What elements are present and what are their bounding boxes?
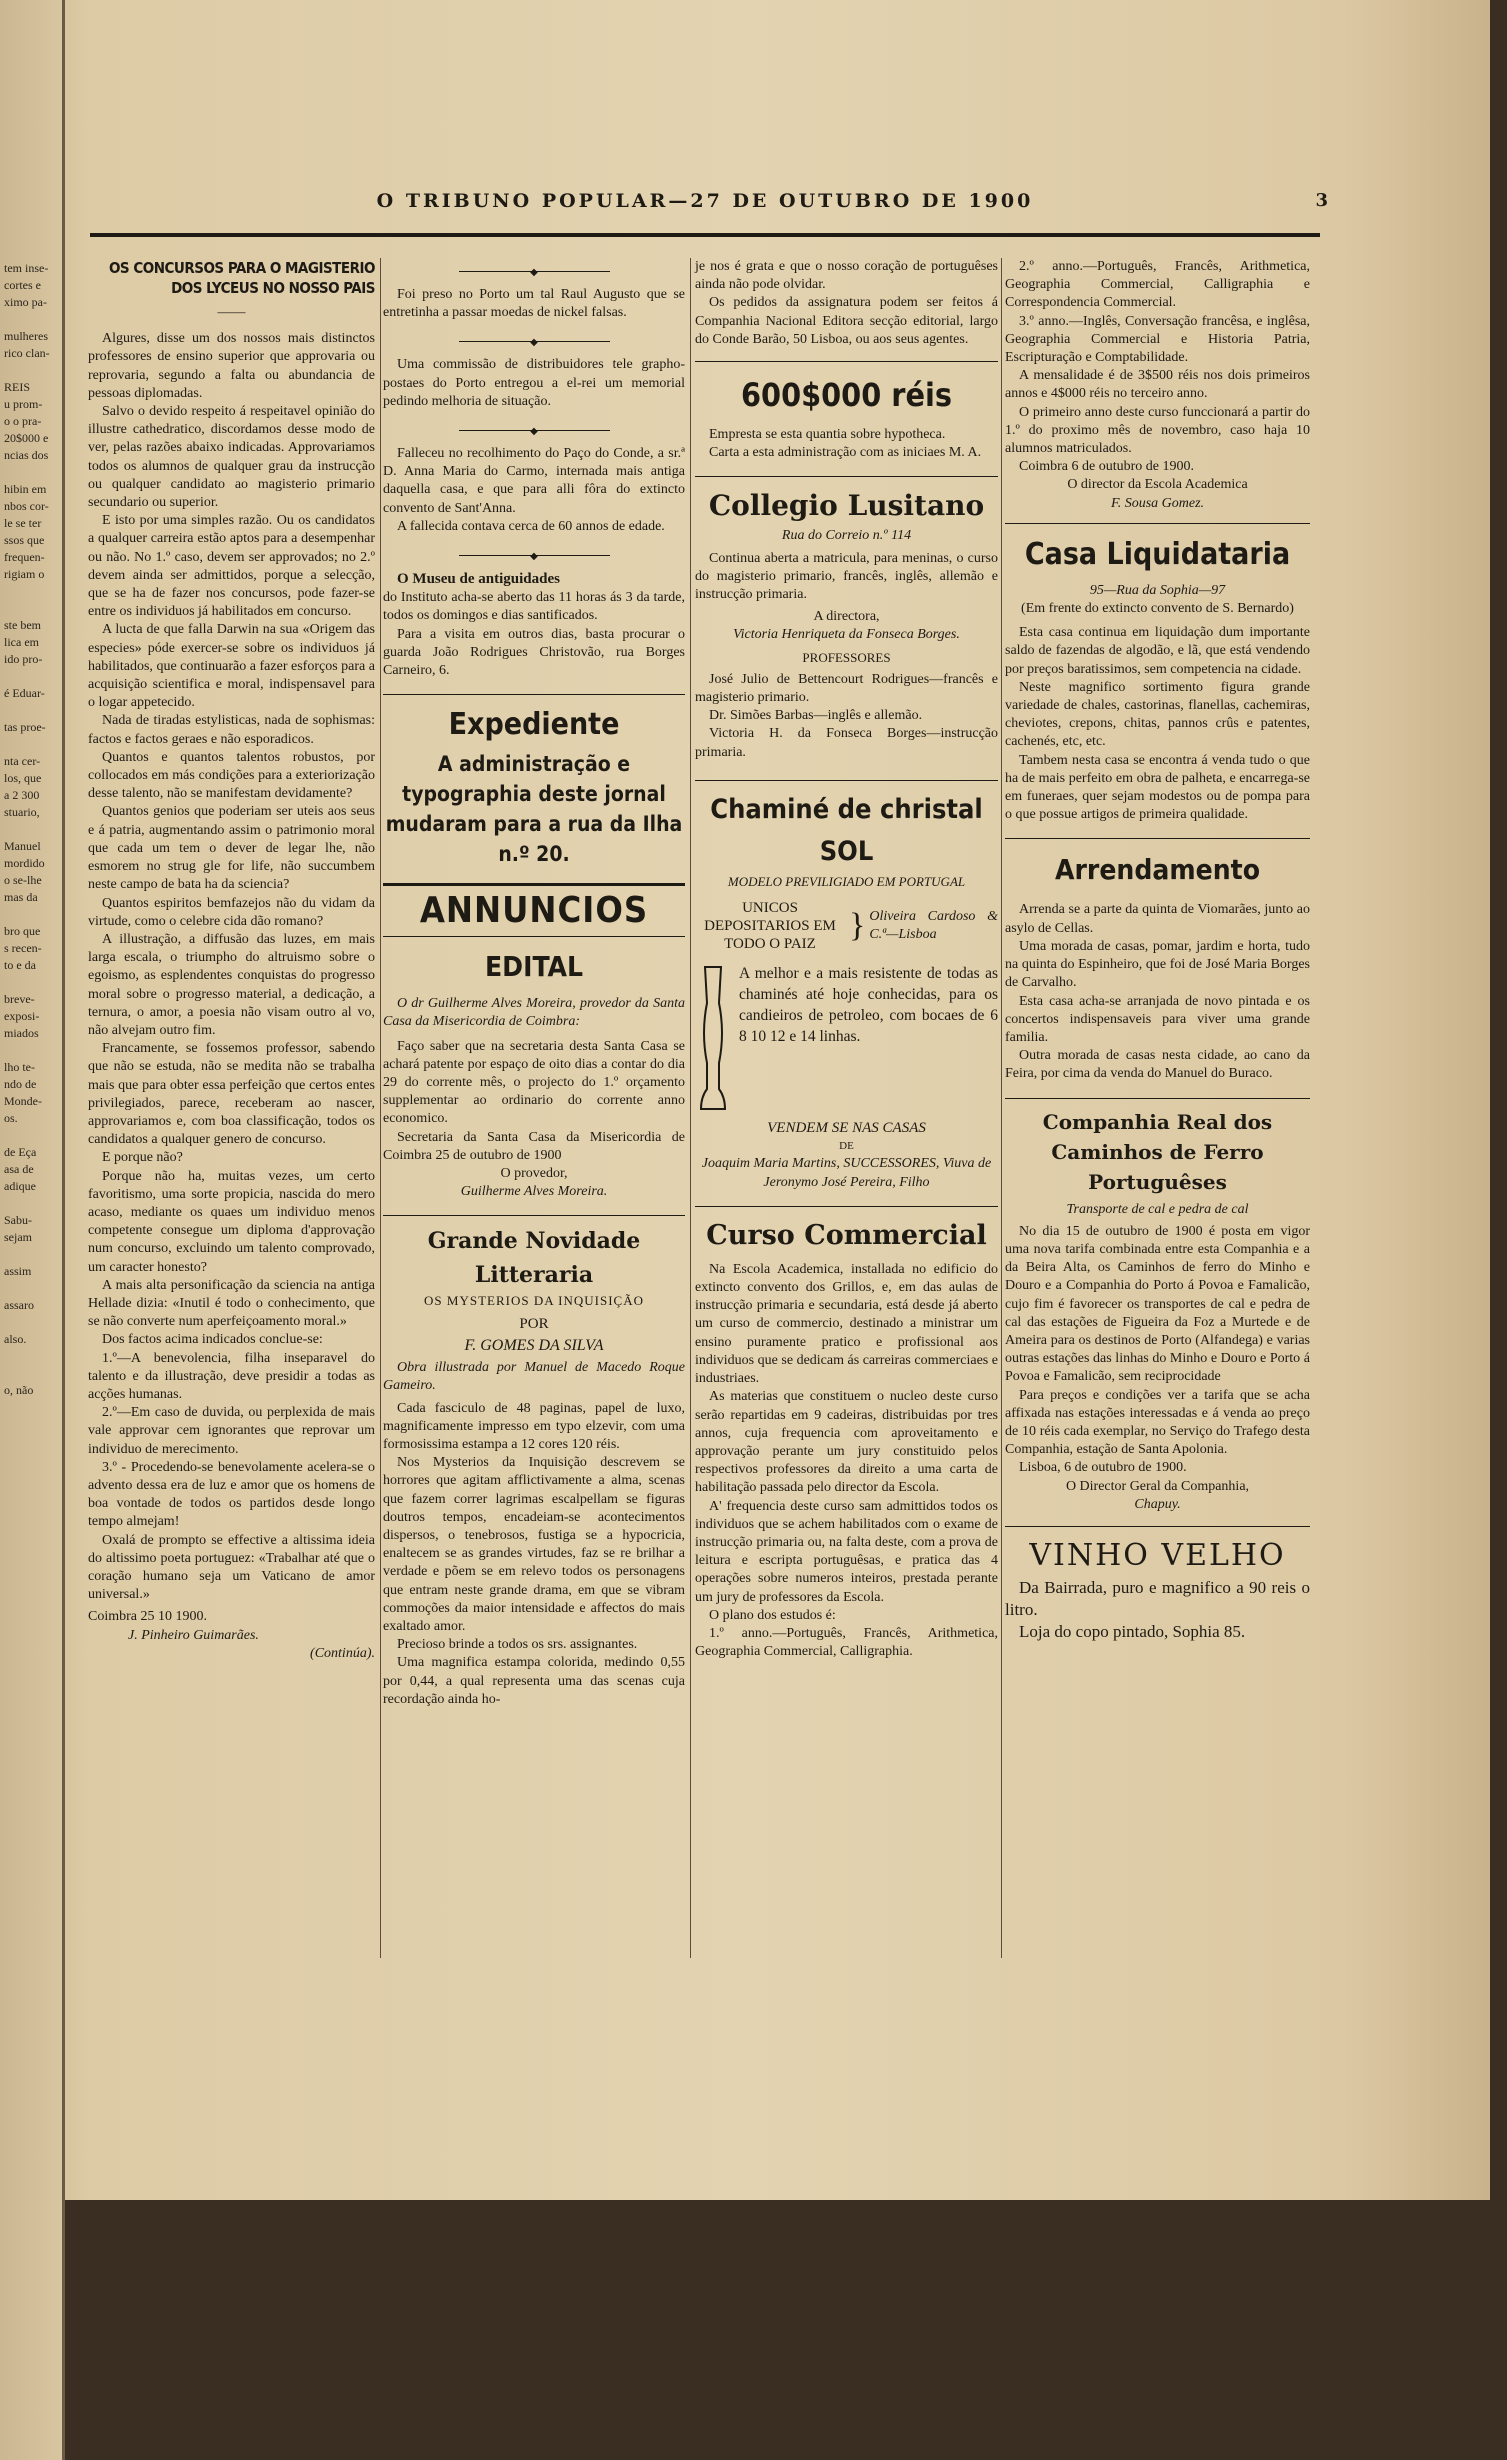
margin-fragment [4, 1314, 62, 1331]
margin-fragment: mas da [4, 890, 38, 904]
chamine-title: Chaminé de christal SOL [710, 793, 983, 867]
column-3 [695, 258, 998, 1661]
margin-fragment: o o pra- [4, 414, 42, 428]
curso-signature: F. Sousa Gomez. [1110, 495, 1205, 511]
museu-title: O Museu de antiguidades [397, 571, 560, 588]
novidade-text: Cada fasciculo de 48 paginas, papel de luxo, magnificamente impresso em typo elzevir, com uma formosissima estampa a 12 cores 120 réis. [383, 1400, 685, 1452]
expediente-text: A administração e typographia deste jornal mudaram para a rua da Ilha n.º 20. [385, 752, 683, 867]
separator [695, 361, 998, 362]
edital-signature: Guilherme Alves Moreira. [460, 1184, 608, 1200]
margin-fragment: stuario, [4, 805, 40, 819]
article-paragraph: 2.º—Em caso de duvida, ou perplexida de mais vale approvar cem ignorantes que reprovar um individuo de merecimento. [88, 1405, 375, 1457]
margin-fragment [4, 821, 62, 838]
casa-text-2: Neste magnifico sortimento figura grande variedade de chales, castorinas, flanellas, cachemiras, cheviotes, crepons, chitas, pannos crûs e patentes, cachenés, etc, etc. [1005, 679, 1310, 750]
margin-fragment: os. [4, 1111, 18, 1125]
curso-continued-2: 3.º anno.—Inglês, Conversação francêsa, e inglêsa, Geographia Commercial e Historia Patria, Escripturação e Comptabilidade. [1005, 313, 1310, 366]
margin-fragment: Monde- [4, 1094, 42, 1108]
arrendamento-title: Arrendamento [1054, 853, 1261, 887]
chamine-vendem: VENDEM SE NAS CASAS [767, 1120, 926, 1137]
article-paragraph: Quantos e quantos talentos robustos, por collocados em más condições para a exteriorização desse talento, não se manifestam devidamente? [88, 749, 375, 802]
curso-text-2: As materias que constituem o nucleo deste curso serão repartidas em 9 cadeiras, distribuidas por tres annos, cuja frequencia com aproveitamento e approvação perante um jury constituido pelos respectivos professores da direito a uma carta de habilitação passada pelo director da Escola. [695, 1389, 998, 1496]
separator [695, 1206, 998, 1207]
arrendamento-text-4: Outra morada de casas nesta cidade, ao cano da Feira, por cima da venda do Manuel do Buraco. [1005, 1048, 1310, 1082]
margin-fragment: ste bem [4, 618, 41, 632]
novidade-text-4: Uma magnifica estampa colorida, medindo 0,55 por 0,44, a qual representa uma das scenas cuja recordação ainda ho- [383, 1655, 685, 1707]
chamine-de: DE [839, 1140, 854, 1153]
article-paragraph: Francamente, se fossemos professor, sabendo que não se estuda, não se medita não se trabalha mais que para obter essa perfeição que certos entes privilegiados, parece, receberam ao nascer, approvariamos e, com boa classificação, todos os candidatos a qualquer genero de concurso. [88, 1041, 375, 1148]
masthead-title: O TRIBUNO POPULAR—27 DE OUTUBRO DE 1900 [376, 190, 1034, 212]
chamine-body [695, 963, 998, 1113]
column-2 [383, 258, 685, 1709]
article-paragraph: E isto por uma simples razão. Ou os candidatos a qualquer carreira estão aptos para a desempenhar ou não. No 1.º caso, devem ser approvados; no 2.º devem ainda ser admittidos, porque a selecção, que se ha de fazer nos concursos, pode fazer-se entre os individuos já habilitados em concurso. [88, 513, 375, 620]
novidade-continued: je nos é grata e que o nosso coração de portuguêses ainda não pode olvidar. [695, 259, 998, 293]
column-divider [1001, 258, 1002, 1958]
collegio-text: Continua aberta a matricula, para meninas, o curso do magisterio primario, francês, inglês, allemão e instrucção primaria. [695, 550, 998, 603]
previous-page-strip [0, 0, 65, 2460]
novidade-illustrator: Obra illustrada por Manuel de Macedo Roque Gameiro. [383, 1360, 685, 1394]
professor-1: José Julio de Bettencourt Rodrigues—francês e magisterio primario. [695, 671, 998, 706]
margin-fragment [4, 1246, 62, 1263]
museu-text-2: Para a visita em outros dias, basta procurar o guarda João Rodrigues Christovão, rua Borges Carneiro, 6. [383, 626, 685, 679]
professores-label: PROFESSORES [802, 649, 891, 665]
margin-fragment: tas proe- [4, 720, 46, 734]
casa-address-2: (Em frente do extincto convento de S. Bernardo) [1021, 601, 1294, 617]
header-rule [90, 233, 1320, 237]
margin-fragment [4, 668, 62, 685]
vinho-text-2: Loja do copo pintado, Sophia 85. [1019, 1621, 1246, 1641]
novidade-author: F. GOMES DA SILVA [464, 1336, 604, 1354]
professor-2: Dr. Simões Barbas—inglês e allemão. [709, 708, 923, 724]
chimney-glass-icon [695, 963, 731, 1113]
casa-text-3: Tambem nesta casa se encontra á venda tudo o que ha de mais perfeito em obra de palheta, e encarrega-se em funeraes, quer sejam modestos ou de pompa para o que possue artigos de primeira qualidade. [1005, 752, 1310, 823]
curso-continued: 2.º anno.—Português, Francês, Arithmetica, Geographia Commercial, Calligraphia e Correspondencia Commercial. [1005, 259, 1310, 311]
novidade-por: POR [519, 1315, 549, 1332]
separator [1005, 838, 1310, 839]
article-paragraph: Quantos genios que poderiam ser uteis aos seus e á patria, augmentando assim o patrimonio moral que cada um tem o dever de legar lhe, não esmorem no strug gle for life, não succumbem neste campo de bata ha da sciencia? [88, 804, 375, 893]
margin-fragment: assim [4, 1264, 32, 1278]
margin-fragment [4, 1042, 62, 1059]
margin-fragment [4, 362, 62, 379]
margin-fragment: assaro [4, 1298, 34, 1312]
expediente-title: Expediente [448, 707, 620, 743]
curso-text-4: O plano dos estudos é: [709, 1607, 836, 1623]
margin-fragment [4, 1348, 62, 1365]
article-paragraph: A lucta de que falla Darwin na sua «Origem das especies» póde exercer-se sobre os individuos já habilitados, que continuarão a fazer esforços para a acquisição scientifica e moral, indispensavel para o logar appetecido. [88, 622, 375, 711]
rule [383, 936, 685, 937]
margin-fragment: adique [4, 1179, 36, 1193]
edital-text-2: Secretaria da Santa Casa da Misericordia de Coimbra 25 de outubro de 1900 [383, 1129, 685, 1163]
margin-fragment: los, que [4, 771, 42, 785]
article-continua: (Continúa). [310, 1645, 375, 1661]
curso-date: Coimbra 6 de outubro de 1900. [1019, 459, 1194, 475]
curso-text-3: A' frequencia deste curso sam admittidos todos os individuos que se achem habilitados com o exame de instrucção primaria ou, na falta deste, com a prova de leitura e escripta portuguêsas, e pratica das 4 operações sobre numeros inteiros, prestada perante um jury de professores da Escola. [695, 1498, 998, 1605]
novidade-title: Grande Novidade Litteraria [427, 1228, 641, 1289]
margin-fragment: lho te- [4, 1060, 35, 1074]
margin-fragment: ndo de [4, 1077, 37, 1091]
title-dash: —— [217, 305, 246, 320]
margin-fragment: Manuel [4, 839, 41, 853]
margin-fragment: ncias dos [4, 448, 49, 462]
separator [383, 264, 685, 278]
margin-fragment: é Eduar- [4, 686, 45, 700]
vinho-title: VINHO VELHO [1029, 1537, 1286, 1573]
curso-role: O director da Escola Academica [1067, 477, 1248, 493]
margin-fragment [4, 736, 62, 753]
article-body [88, 330, 375, 1604]
margin-fragment: lica em [4, 635, 39, 649]
novidade-orders: Os pedidos da assignatura podem ser feitos á Companhia Nacional Editora secção editorial, largo do Conde Barão, 50 Lisboa, ou aos seus agentes. [695, 295, 998, 347]
reis-title: 600$000 réis [741, 376, 952, 415]
margin-fragment: ido pro- [4, 652, 43, 666]
article-paragraph: Porque não ha, muitas vezes, um certo favoritismo, uma sorte propicia, nascida do mero acaso, mediante os quaes um individuo menos competente consegue um diploma d'approvação num concurso, excluindo um talento comprovado, um caracter honesto? [88, 1168, 375, 1275]
chamine-firm: Oliveira Cardoso & C.ª—Lisboa [869, 908, 998, 943]
chamine-casas: Joaquim Maria Martins, SUCCESSORES, Viuva de Jeronymo José Pereira, Filho [701, 1156, 992, 1190]
margin-fragment [4, 702, 62, 719]
article-paragraph: Nada de tiradas estylisticas, nada de sophismas: factos e factos geraes e não esporadicos. [88, 713, 375, 747]
margin-fragment: a 2 300 [4, 788, 40, 802]
margin-fragment: s recen- [4, 941, 42, 955]
column-divider [690, 258, 691, 1958]
separator [1005, 1526, 1310, 1527]
margin-fragment [4, 311, 62, 328]
chamine-text: A melhor e a mais resistente de todas as chaminés até hoje conhecidas, para os candieiros de petroleo, com bocaes de 6 8 10 12 e 14 linhas. [739, 965, 998, 1046]
museu-text: do Instituto acha-se aberto das 11 horas ás 3 da tarde, todos os domingos e dias santificados. [383, 590, 685, 624]
margin-fragment: de Eça [4, 1145, 37, 1159]
margin-fragment: frequen- [4, 550, 45, 564]
brace-icon: } [849, 906, 866, 944]
margin-fragment: bro que [4, 924, 41, 938]
separator [1005, 1098, 1310, 1099]
companhia-signature: Chapuy. [1134, 1496, 1181, 1512]
margin-fragment: breve- [4, 992, 35, 1006]
edital-intro: O dr Guilherme Alves Moreira, provedor da Santa Casa da Misericordia de Coimbra: [383, 996, 685, 1030]
margin-fragment [4, 464, 62, 481]
curso-title: Curso Commercial [706, 1219, 987, 1251]
arrendamento-text-2: Uma morada de casas, pomar, jardim e horta, tudo na quinta do Espinheiro, que foi de José Maria Borges de Carvalho. [1005, 938, 1310, 991]
separator [1005, 523, 1310, 524]
margin-fragment: mulheres [4, 329, 48, 343]
article-title: OS CONCURSOS PARA O MAGISTERIO DOS LYCEUS NO NOSSO PAIS [108, 259, 375, 297]
margin-fragment: Sabu- [4, 1213, 32, 1227]
margin-fragment: asa de [4, 1162, 34, 1176]
edital-title: EDITAL [484, 950, 584, 984]
margin-fragment [4, 1195, 62, 1212]
margin-fragment: nbos cor- [4, 499, 49, 513]
article-paragraph: E porque não? [102, 1150, 183, 1166]
margin-fragment [4, 974, 62, 991]
article-paragraph: Algures, disse um dos nossos mais distinctos professores de ensino superior que approvaria ou reprovaria, segundo a falta ou abundancia de pessoas diplomadas. [88, 331, 375, 401]
edital-text: Faço saber que na secretaria desta Santa Casa se achará patente por espaço de oito dias a contar do dia 29 do corrente mês, o projecto do 1.º orçamento supplementar ao ordinario do corrente anno economico. [383, 1038, 685, 1127]
article-paragraph: Oxalá de prompto se effective a altissima ideia do altissimo poeta portuguez: «Trabalhar até que o coração humano seja um Vaticano de amor universal.» [88, 1532, 375, 1603]
casa-title: Casa Liquidataria [1024, 536, 1291, 572]
novidade-subtitle: OS MYSTERIOS DA INQUISIÇÃO [424, 1293, 644, 1309]
margin-fragment [4, 600, 62, 617]
margin-fragment: o se-lhe [4, 873, 42, 887]
news-note: Falleceu no recolhimento do Paço do Conde, a sr.ª D. Anna Maria do Carmo, internada mais antiga daquella casa, e que para alli fôra do extincto convento de Sant'Anna. [383, 446, 685, 516]
column-1 [88, 258, 375, 1663]
separator [383, 423, 685, 437]
separator [383, 548, 685, 562]
page-header [90, 190, 1328, 218]
chamine-depositarios [695, 899, 998, 953]
column-divider [380, 258, 381, 1958]
chamine-depo-text: UNICOS DEPOSITARIOS EM TODO O PAIZ [704, 900, 836, 953]
edital-role: O provedor, [500, 1166, 568, 1182]
separator [695, 780, 998, 781]
margin-fragment [4, 1365, 62, 1382]
margin-fragment: miados [4, 1026, 39, 1040]
margin-fragment: exposi- [4, 1009, 40, 1023]
page-number: 3 [1315, 190, 1328, 211]
margin-fragment: hibin em [4, 482, 47, 496]
curso-continued-3: A mensalidade é de 3$500 réis nos dois primeiros annos e 4$000 réis no terceiro anno. [1005, 368, 1310, 402]
arrendamento-text: Arrenda se a parte da quinta de Viomarães, junto ao asylo de Cellas. [1005, 902, 1310, 936]
casa-text: Esta casa continua em liquidação dum importante saldo de fazendas de algodão, e lã, que está vendendo por preços baratissimos, sem competencia na cidade. [1005, 625, 1310, 677]
margin-fragment: mordido [4, 856, 45, 870]
novidade-text-2: Nos Mysterios da Inquisição descrevem se horrores que agitam afflictivamente a alma, scenas que fazem correr lagrimas escalpellam se figuras doutros tempos, encadeiam-se acontecimentos dispersos, o tenebrosos, fustiga se a hypocricia, enaltecem se as grandes virtudes, faz se re brilhar a verdade e põem se em relevo todos os personagens que entram neste grande drama, em que se vibram commoções da maior intensidade e affectos do mais exaltado amor. [383, 1455, 685, 1634]
companhia-date: Lisboa, 6 de outubro de 1900. [1019, 1460, 1187, 1476]
column-4 [1005, 258, 1310, 1643]
article-paragraph: 1.º—A benevolencia, filha inseparavel do talento e da illustração, deve presidir a todas as acções humanas. [88, 1350, 375, 1402]
article-place-date: Coimbra 25 10 1900. [88, 1609, 207, 1625]
annuncios-heading: ANNUNCIOS [419, 890, 649, 932]
reis-text: Empresta se esta quantia sobre hypotheca. [709, 427, 946, 443]
margin-fragment [4, 1127, 62, 1144]
margin-fragment: tem inse- [4, 261, 49, 275]
article-signature: J. Pinheiro Guimarães. [128, 1627, 259, 1643]
margin-fragment: cortes e [4, 278, 41, 292]
separator [383, 694, 685, 695]
novidade-text-3: Precioso brinde a todos os srs. assignantes. [397, 1637, 638, 1653]
news-note: Uma commissão de distribuidores tele grapho-postaes do Porto entregou a el-rei um memorial pedindo melhoria de situação. [383, 357, 685, 409]
article-paragraph: A mais alta personificação da sciencia na antiga Hellade dizia: «Inutil é todo o conhecimento, que se não converte num aperfeiçoamento moral.» [88, 1277, 375, 1330]
collegio-title: Collegio Lusitano [708, 489, 985, 523]
vinho-text: Da Bairrada, puro e magnifico a 90 reis o litro. [1005, 1577, 1310, 1619]
companhia-role: O Director Geral da Companhia, [1065, 1478, 1250, 1494]
companhia-text-2: Para preços e condições ver a tarifa que se acha affixada nas estações interessadas e á venda ao preço de 10 réis cada exemplar, no Serviço do Trafego desta Companhia, estação de Santa Apolonia. [1005, 1387, 1310, 1458]
article-paragraph: Salvo o devido respeito á respeitavel opinião do illustre cathedratico, discordamos desse modo de ver, pelas razões abaixo indicadas. Approvariamos todos os alumnos de qualquer grau da instrucção ou qualquer candidato ao magisterio primario secundario ou superior. [88, 404, 375, 511]
margin-fragment [4, 583, 62, 600]
curso-continued-4: O primeiro anno deste curso funccionará a partir do 1.º do proximo mês de novembro, caso haja 10 alumnos matriculados. [1005, 404, 1310, 457]
margin-fragment: rigiam o [4, 567, 45, 581]
companhia-subtitle: Transporte de cal e pedra de cal [1066, 1201, 1249, 1217]
margin-fragment: le se ter [4, 516, 42, 530]
curso-text-5: 1.º anno.—Português, Francês, Arithmetica, Geographia Commercial, Calligraphia. [695, 1625, 998, 1660]
chamine-subtitle: MODELO PREVILIGIADO EM PORTUGAL [727, 873, 966, 889]
companhia-title: Companhia Real dos Caminhos de Ferro Portuguêses [1042, 1109, 1273, 1194]
margin-fragment: 20$000 e [4, 431, 49, 445]
collegio-directora: Victoria Henriqueta da Fonseca Borges. [733, 627, 960, 643]
margin-fragment: nta cer- [4, 754, 41, 768]
arrendamento-text-3: Esta casa acha-se arranjada de novo pintada e os concertos indispensaveis para viver uma grande familia. [1005, 993, 1310, 1045]
collegio-role: A directora, [813, 609, 880, 625]
margin-fragment: o, não [4, 1383, 34, 1397]
article-paragraph: 3.º - Procedendo-se benevolamente acelera-se o advento dessa era de luz e amor que os homens de boa vontade de todos os partidos desde longo tempo almejam! [88, 1459, 375, 1530]
curso-text: Na Escola Academica, installada no edificio do extincto convento dos Grillos, e, em das aulas de instrucção primaria e secundaria, está desde já aberto um curso de commercio, destinado a ministrar um ensino puramente pratico e profissional aos individuos que se dedicam ás carreiras commerciaes e industriaes. [695, 1261, 998, 1387]
collegio-address: Rua do Correio n.º 114 [781, 528, 912, 544]
news-note: Foi preso no Porto um tal Raul Augusto que se entretinha a passar moedas de nickel falsas. [383, 287, 685, 321]
reis-text-2: Carta a esta administração com as iniciaes M. A. [709, 445, 982, 461]
margin-fragment: sejam [4, 1230, 32, 1244]
casa-address: 95—Rua da Sophia—97 [1089, 582, 1226, 598]
margin-fragment: ximo pa- [4, 295, 47, 309]
professor-3: Victoria H. da Fonseca Borges—instrucção primaria. [695, 726, 998, 760]
news-note: A fallecida contava cerca de 60 annos de edade. [397, 518, 665, 534]
margin-fragment: also. [4, 1332, 27, 1346]
separator [383, 334, 685, 348]
page-edge-shadow [1490, 0, 1507, 2200]
margin-fragment [4, 1280, 62, 1297]
margin-fragment: u prom- [4, 397, 43, 411]
margin-fragment: to e da [4, 958, 36, 972]
article-paragraph: Quantos espiritos bemfazejos não du vidam da virtude, como o celebre cida dão romano? [88, 895, 375, 929]
article-paragraph: A illustração, a diffusão das luzes, em mais larga escala, o triumpho do altruismo sobre o egoismo, as esplendentes conquistas do progresso moral sobre o progresso material, a dedicação, a ternura, o amor, a poesia não visam outro al vo, não alvejam outro fim. [88, 931, 375, 1038]
margin-fragment: rico clan- [4, 346, 50, 360]
separator [695, 476, 998, 477]
separator [383, 1215, 685, 1216]
margin-fragment: REIS [4, 380, 31, 394]
margin-fragment: ssos que [4, 533, 45, 547]
article-paragraph: Dos factos acima indicados conclue-se: [102, 1332, 323, 1348]
margin-fragment [4, 906, 62, 923]
companhia-text: No dia 15 de outubro de 1900 é posta em vigor uma nova tarifa combinada entre esta Companhia e a da Beira Alta, os Caminhos de ferro do Minho e Douro e a Companhia do Porto á Povoa e Famalicão, cujo fim é favorecer os transportes de cal e pedra de cal das estações de Figueira da Foz a Murtede e de Ameira para os destinos de Porto (Alfandega) e varias outras estações das linhas do Minho e Douro e Porto á Povoa e Famalicão, sem reciprocidade [1005, 1223, 1310, 1385]
